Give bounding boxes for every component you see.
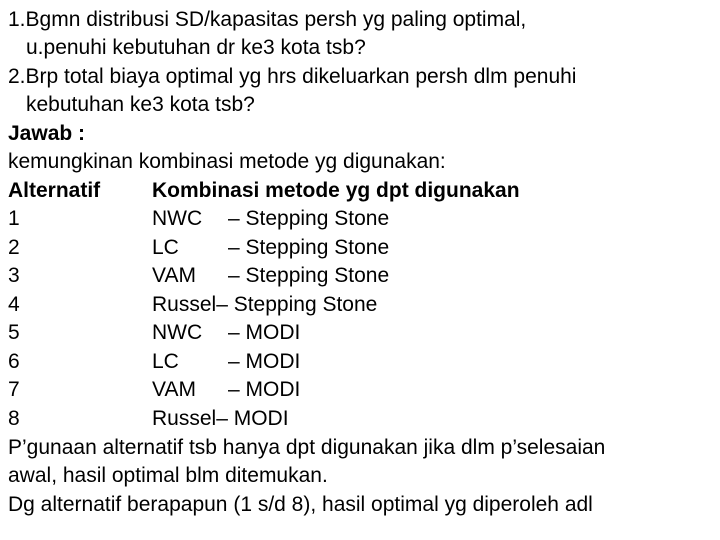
method-optimal: – MODI [216,407,289,430]
method-optimal: – Stepping Stone [228,207,390,230]
row-number: 3 [8,264,20,287]
row-number: 5 [8,321,20,344]
question-1-line-1: 1.Bgmn distribusi SD/kapasitas persh yg paling optimal, [8,8,527,31]
table-row [8,348,300,376]
table-row [8,319,300,347]
table-row [8,376,300,404]
method-optimal: – MODI [228,321,301,344]
answer-heading: Jawab : [8,122,86,145]
conclusion-text: Dg alternatif berapapun (1 s/d 8), hasil optimal yg diperoleh adl [8,493,593,516]
method-initial: LC [152,236,179,259]
method-optimal: – Stepping Stone [228,236,390,259]
method-initial: LC [152,350,179,373]
method-initial: NWC [152,321,203,344]
row-number: 7 [8,378,20,401]
table-row [8,262,389,290]
row-number: 4 [8,293,20,316]
note-line-1: P’gunaan alternatif tsb hanya dpt digunakan jika dlm p’selesaian [8,436,606,459]
question-2-line-1: 2.Brp total biaya optimal yg hrs dikeluarkan persh dlm penuhi [8,65,577,88]
method-initial: NWC [152,207,203,230]
question-1-line-2: u.penuhi kebutuhan dr ke3 kota tsb? [26,36,366,59]
note-line-2: awal, hasil optimal blm ditemukan. [8,464,328,487]
row-number: 6 [8,350,20,373]
row-number: 2 [8,236,20,259]
intro-text: kemungkinan kombinasi metode yg digunakan: [8,150,446,173]
method-initial: VAM [152,378,196,401]
method-initial: Russel [152,407,217,430]
table-row [8,205,389,233]
method-optimal: – MODI [228,378,301,401]
header-alternatif: Alternatif [8,179,101,202]
method-initial: VAM [152,264,196,287]
table-row [8,234,389,262]
table-row [8,291,377,319]
row-number: 8 [8,407,20,430]
method-optimal: – Stepping Stone [228,264,390,287]
table-header [8,177,520,205]
method-optimal: – MODI [228,350,301,373]
table-row [8,405,289,433]
row-number: 1 [8,207,20,230]
method-initial: Russel [152,293,217,316]
method-optimal: – Stepping Stone [216,293,378,316]
question-2-line-2: kebutuhan ke3 kota tsb? [26,93,255,116]
header-kombinasi: Kombinasi metode yg dpt digunakan [152,179,520,202]
